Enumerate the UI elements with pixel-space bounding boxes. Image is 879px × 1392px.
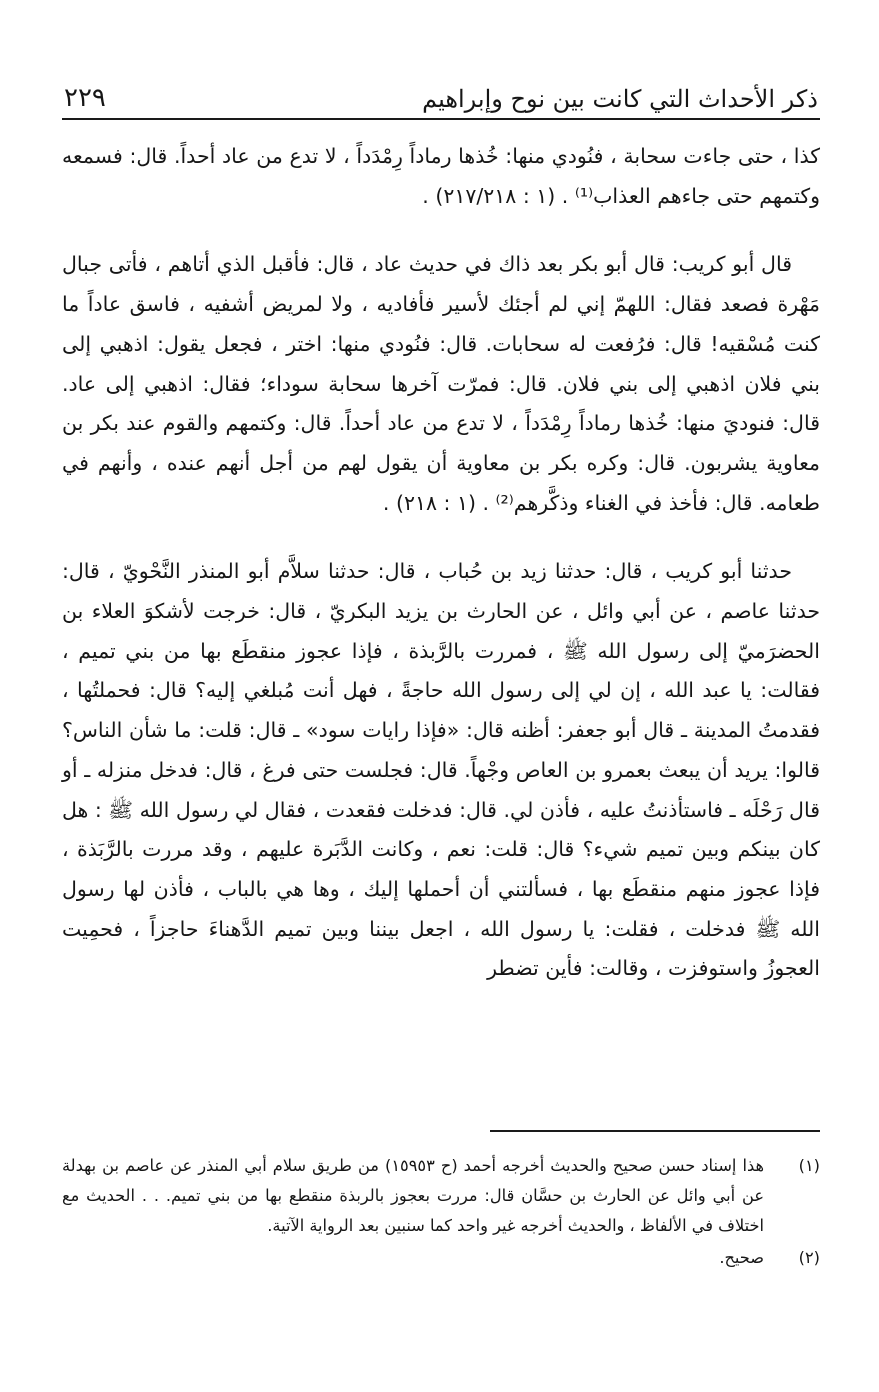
footnote-2 <box>62 1243 820 1273</box>
footnote-text: صحيح. <box>719 1248 764 1267</box>
paragraph-3: حدثنا أبو كريب ، قال: حدثنا زيد بن حُباب ، قال: حدثنا سلاَّم أبو المنذر النَّحْويّ ، قال: حدثنا عاصم ، عن أبي وائل ، عن الحارث بن يزيد البكريّ ، قال: خرجت لأشكوَ العلاء بن الحضرَميّ إلى رسول الله ﷺ ، فمررت بالرَّبذة ، فإذا عجوز منقطَع بها من بني تميم ، فقالت: يا عبد الله ، إن لي إلى رسول الله حاجةً ، فهل أنت مُبلغي إليه؟ قال: فحملتُها ، فقدمتُ المدينة ـ قال أبو جعفر: أظنه قال: «فإذا رايات سود» ـ قال: قلت: ما شأن الناس؟ قالوا: يريد أن يبعث بعمرو بن العاص وجْهاً. قال: فجلست حتى فرغ ، قال: فدخل منزله ـ أو قال رَحْلَه ـ فاستأذنتُ عليه ، فأذن لي. قال: فدخلت فقعدت ، فقال لي رسول الله ﷺ : هل كان بينكم وبين تميم شيء؟ قال: قلت: نعم ، وكانت الدَّبَرة عليهم ، وقد مررت بالرَّبَذة ، فإذا عجوز منهم منقطَع بها ، فسألتني أن أحملها إليك ، وها هي بالباب ، فأذن لها رسول الله ﷺ فدخلت ، فقلت: يا رسول الله ، اجعل بيننا وبين تميم الدَّهناءَ حاجزاً ، فحمِيت العجوزُ واستوفزت ، وقالت: فأين تضطر <box>62 559 820 981</box>
footnotes <box>62 1151 820 1273</box>
running-head: ذكر الأحداث التي كانت بين نوح وإبراهيم <box>422 85 818 113</box>
page-number: ٢٢٩ <box>64 83 106 113</box>
footnote-text: هذا إسناد حسن صحيح والحديث أخرجه أحمد (ح ١٥٩٥٣) من طريق سلام أبي المنذر عن عاصم بن بهدلة عن أبي وائل عن الحارث بن حسَّان قال: مررت بعجوز بالربذة منقطع بها من بني تميم. . . الحديث مع اختلاف في الألفاظ ، والحديث أخرجه غير واحد كما سنبين بعد الرواية الآتية. <box>62 1156 764 1235</box>
main-text <box>62 137 820 989</box>
paragraph-1: كذا ، حتى جاءت سحابة ، فنُودي منها: خُذها رماداً رِمْدَداً ، لا تدع من عاد أحداً. قال: فسمعه وكتمهم حتى جاءهم العذاب⁽¹⁾ . (١ : ٢١٧/٢١٨) . <box>62 144 820 208</box>
footnote-number: (١) <box>798 1156 820 1175</box>
footnote-separator <box>490 1130 820 1132</box>
footnote-1 <box>62 1151 820 1241</box>
page-header <box>62 84 820 120</box>
paragraph-2: قال أبو كريب: قال أبو بكر بعد ذاك في حديث عاد ، قال: فأقبل الذي أتاهم ، فأتى جبال مَهْرة فصعد فقال: اللهمّ إني لم أجئك لأسير فأفاديه ، ولا لمريض أشفيه ، فاسق عاداً ما كنت مُسْقيه! قال: فرُفعت له سحابات. قال: فنُودي منها: اختر ، فجعل يقول: اذهبي إلى بني فلان اذهبي إلى بني فلان. قال: فمرّت آخرها سحابة سوداء؛ فقال: اذهبي إلى عاد. قال: فنوديَ منها: خُذها رماداً رِمْدَداً ، لا تدع من عاد أحداً. قال: وكتمهم والقوم عند بكر بن معاوية يشربون. قال: وكره بكر بن معاوية أن يقول لهم من أجل أنهم عنده ، وأنهم في طعامه. قال: فأخذ في الغناء وذكَّرهم⁽²⁾ . (١ : ٢١٨) . <box>62 252 820 515</box>
footnote-number: (٢) <box>798 1248 820 1267</box>
